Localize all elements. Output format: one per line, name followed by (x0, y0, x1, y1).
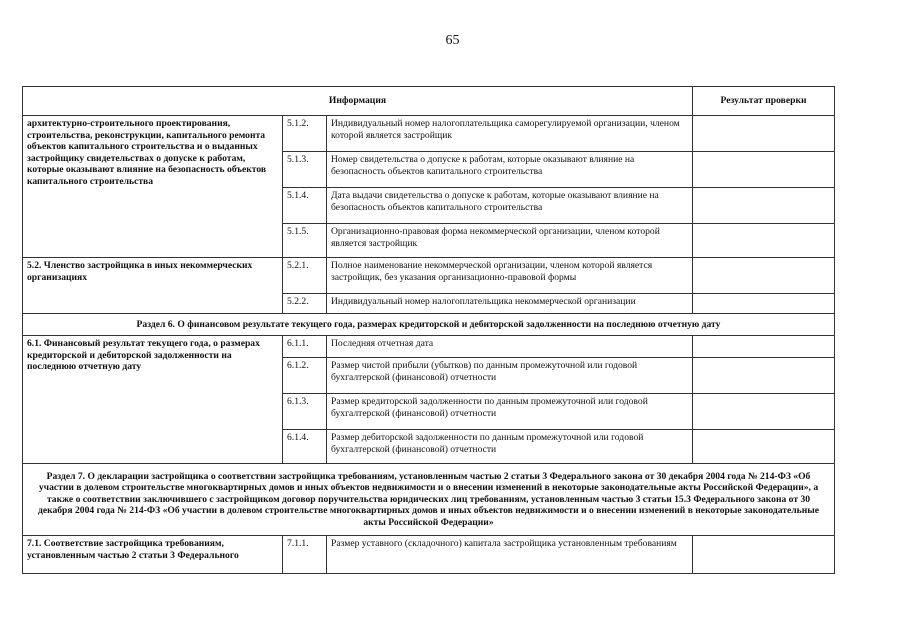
row-num: 6.1.3. (283, 394, 327, 430)
row-text: Полное наименование некоммерческой организации, членом которой является застройщик, без указания организационно-правовой формы (327, 258, 693, 294)
result-cell[interactable] (693, 224, 835, 258)
row-num: 5.1.4. (283, 188, 327, 224)
result-cell[interactable] (693, 116, 835, 152)
row-text: Номер свидетельства о допуске к работам, которые оказывают влияние на безопасность объектов капитального строительства (327, 152, 693, 188)
row-num: 6.1.1. (283, 336, 327, 358)
group-5-2-label: 5.2. Членство застройщика в иных некоммерческих организациях (23, 258, 283, 314)
row-num: 6.1.4. (283, 430, 327, 464)
row-text: Дата выдачи свидетельства о допуске к работам, которые оказывают влияние на безопасность объектов капитального строительства (327, 188, 693, 224)
row-text: Последняя отчетная дата (327, 336, 693, 358)
row-text: Индивидуальный номер налогоплательщика саморегулируемой организации, членом которой является застройщик (327, 116, 693, 152)
group-6-1-label: 6.1. Финансовый результат текущего года, о размерах кредиторской и дебиторской задолженности на последнюю отчетную дату (23, 336, 283, 464)
header-info: Информация (23, 87, 693, 116)
row-num: 7.1.1. (283, 536, 327, 574)
result-cell[interactable] (693, 430, 835, 464)
section-6-title: Раздел 6. О финансовом результате текущего года, размерах кредиторской и дебиторской задолженности на последнюю отчетную дату (23, 314, 835, 336)
table-header-row (23, 87, 835, 116)
result-cell[interactable] (693, 536, 835, 574)
row-text: Размер кредиторской задолженности по данным промежуточной или годовой бухгалтерской (финансовой) отчетности (327, 394, 693, 430)
row-num: 5.1.2. (283, 116, 327, 152)
result-cell[interactable] (693, 258, 835, 294)
result-cell[interactable] (693, 152, 835, 188)
section-6-row (23, 314, 835, 336)
table-row (23, 116, 835, 152)
row-num: 6.1.2. (283, 358, 327, 394)
disclosure-table (22, 86, 835, 574)
result-cell[interactable] (693, 394, 835, 430)
section-7-title: Раздел 7. О декларации застройщика о соответствии застройщика требованиям, установленным частью 2 статьи 3 Федерального закона от 30 декабря 2004 года № 214-ФЗ «Об участии в долевом строительстве многоквартирных домов и иных объектов недвижимости и о внесении изменений в некоторые законодательные акты Российской Федерации», а также о соответствии заключившего с застройщиком договор поручительства юридических лиц требованиям, установленным частью 3 статьи 15.3 Федерального закона от 30 декабря 2004 года № 214-ФЗ «Об участии в долевом строительстве многоквартирных домов и иных объектов недвижимости и о внесении изменений в некоторые законодательные акты Российской Федерации» (23, 464, 835, 536)
row-num: 5.1.5. (283, 224, 327, 258)
result-cell[interactable] (693, 358, 835, 394)
row-text: Размер чистой прибыли (убытков) по данным промежуточной или годовой бухгалтерской (финансовой) отчетности (327, 358, 693, 394)
table-row (23, 536, 835, 574)
row-num: 5.2.2. (283, 294, 327, 314)
row-num: 5.2.1. (283, 258, 327, 294)
section-7-row (23, 464, 835, 536)
page-number: 65 (445, 33, 460, 48)
result-cell[interactable] (693, 336, 835, 358)
row-num: 5.1.3. (283, 152, 327, 188)
row-text: Размер дебиторской задолженности по данным промежуточной или годовой бухгалтерской (финансовой) отчетности (327, 430, 693, 464)
header-result: Результат проверки (693, 87, 835, 116)
group-7-1-label: 7.1. Соответствие застройщика требованиям, установленным частью 2 статьи 3 Федерального (23, 536, 283, 574)
group-5-1-label: архитектурно-строительного проектирования, строительства, реконструкции, капитального ремонта объектов капитального строительства и о выданных застройщику свидетельствах о допуске к работам, которые оказывают влияние на безопасность объектов капитального строительства (23, 116, 283, 258)
row-text: Размер уставного (складочного) капитала застройщика установленным требованиям (327, 536, 693, 574)
table-row (23, 258, 835, 294)
result-cell[interactable] (693, 188, 835, 224)
row-text: Индивидуальный номер налогоплательщика некоммерческой организации (327, 294, 693, 314)
result-cell[interactable] (693, 294, 835, 314)
row-text: Организационно-правовая форма некоммерческой организации, членом которой является застройщик (327, 224, 693, 258)
table-row (23, 336, 835, 358)
